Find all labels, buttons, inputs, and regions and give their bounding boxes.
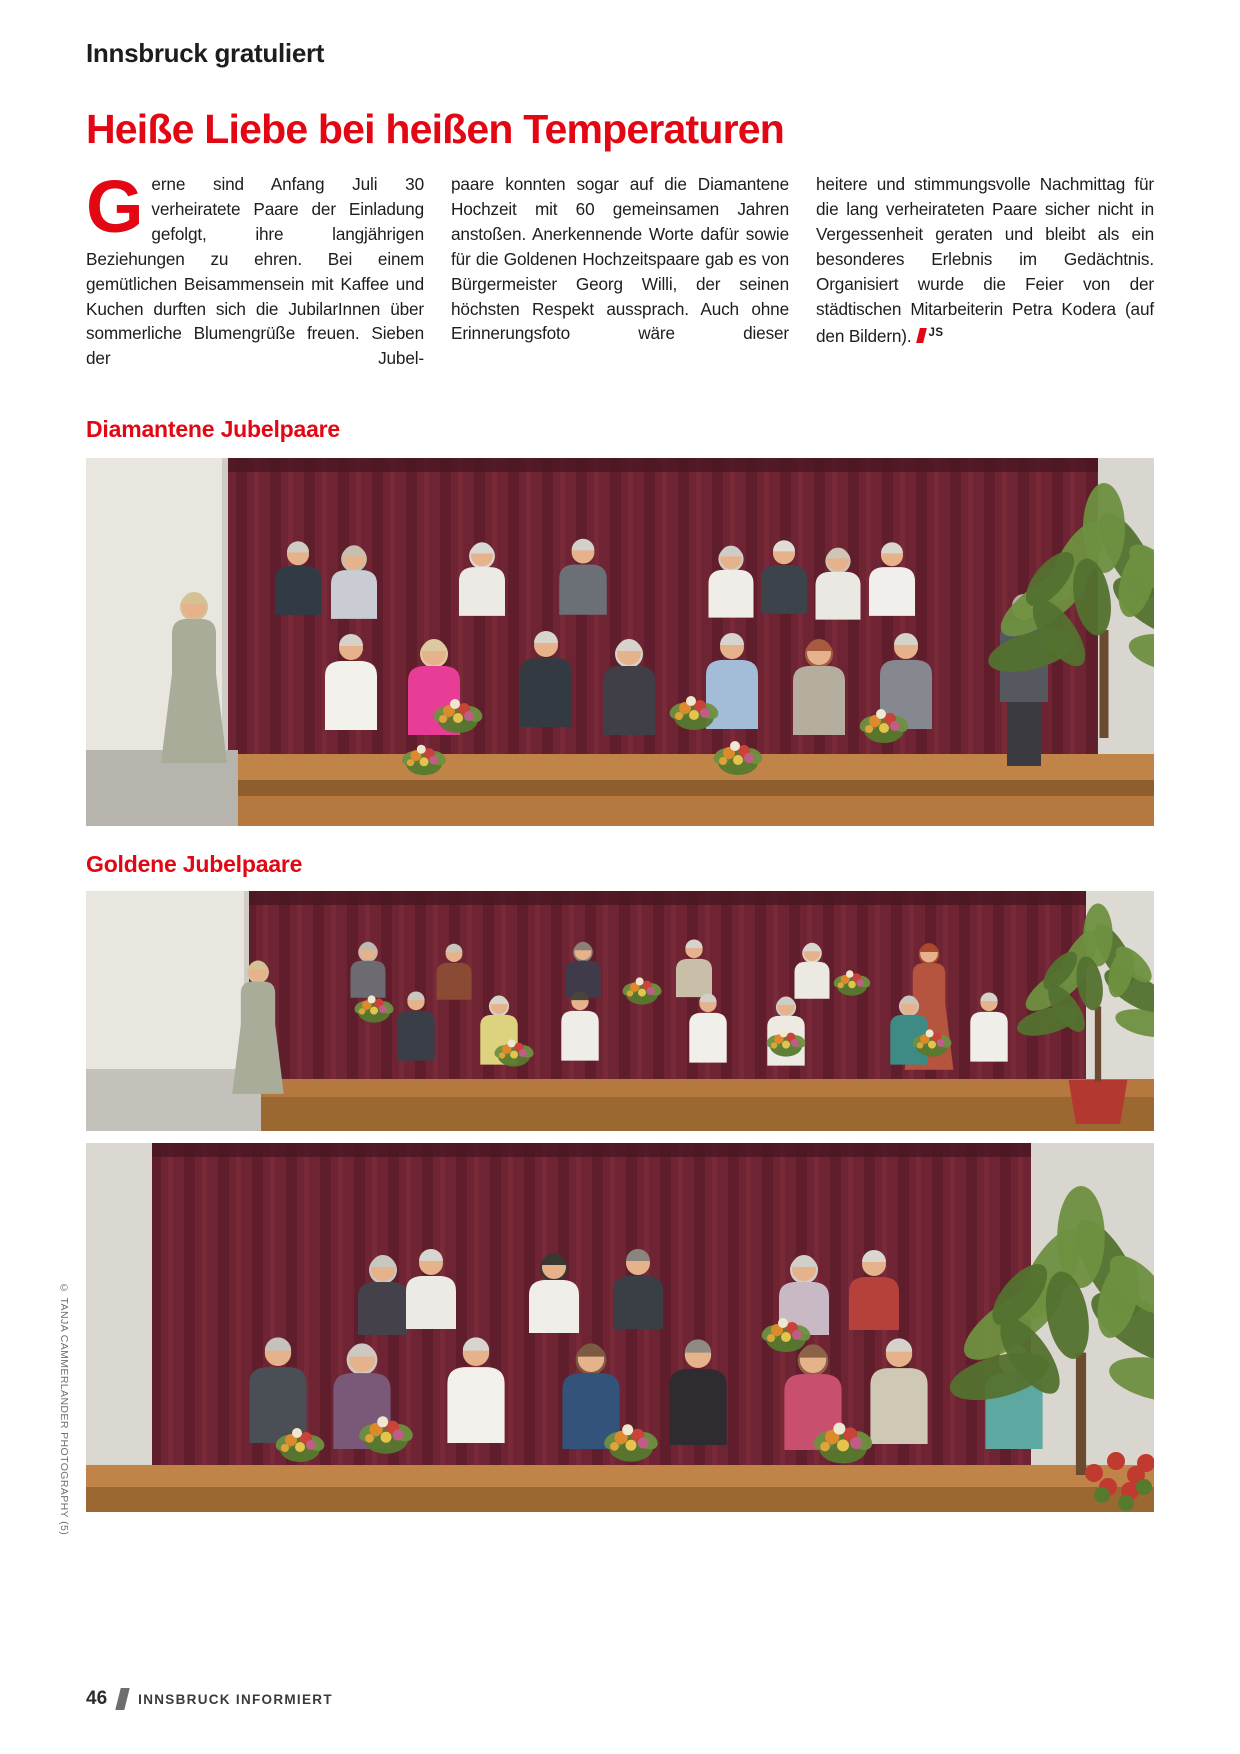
- section-eyebrow: Innsbruck gratuliert: [86, 38, 325, 68]
- page-footer: [86, 1688, 333, 1710]
- group-photo-illustration: [86, 1143, 1154, 1512]
- group-photo-illustration: [86, 458, 1154, 826]
- column-2-text: paare konnten sogar auf die Diamantene Hochzeit mit 60 gemeinsamen Jahren anstoßen. Anerkennende Worte dafür sowie für die Goldenen Hochzeitspaare gab es von Bürgermeister Georg Willi, der seinen höchsten Respekt aussprach. Auch ohne Erinnerungsfoto wäre dieser: [451, 174, 789, 344]
- goldene-jubelpaare-gruppenfoto-2: [86, 1143, 1154, 1512]
- drop-cap: G: [86, 165, 144, 248]
- group-photo-illustration: [86, 891, 1154, 1131]
- wooden-steps: [86, 1465, 1154, 1512]
- body-column-2: [451, 172, 789, 371]
- magazine-name: INNSBRUCK INFORMIERT: [138, 1691, 333, 1707]
- author-initials: JS: [928, 327, 944, 340]
- column-3-text: heitere und stimmungsvolle Nachmittag für die lang verheirateten Paare sicher nicht in Vergessenheit geraten und bleibt als ein besonderes Erlebnis im Gedächtnis. Organisiert wurde die Feier von der städtischen Mitarbeiterin Petra Kodera (auf den Bildern).: [816, 174, 1154, 347]
- heading-diamantene-jubelpaare: Diamantene Jubelpaare: [86, 416, 341, 442]
- article-body: [86, 165, 1154, 371]
- photo-credit: © TANJA CAMMERLANDER PHOTOGRAPHY (5): [58, 1282, 70, 1536]
- page-number: 46: [86, 1688, 108, 1709]
- body-column-1: [86, 165, 424, 371]
- diamantene-jubelpaare-gruppenfoto: [86, 458, 1154, 826]
- byline-slash-icon: [916, 328, 927, 343]
- stage-curtain: [198, 458, 1109, 788]
- goldene-jubelpaare-gruppenfoto-1: [86, 891, 1154, 1131]
- heading-goldene-jubelpaare: Goldene Jubelpaare: [86, 851, 303, 877]
- body-column-3: [816, 172, 1154, 371]
- wooden-steps: [86, 754, 1154, 826]
- slash-icon: [115, 1688, 129, 1710]
- column-1-text: erne sind Anfang Juli 30 verheiratete Paare der Einladung gefolgt, ihre langjährigen Beziehungen zu ehren. Bei einem gemütlichen Beisammensein mit Kaffee und Kuchen durften sich die JubilarInnen über sommerliche Blumengrüße freuen. Sieben der Jubel-: [86, 174, 424, 369]
- article-title: Heiße Liebe bei heißen Temperaturen: [86, 106, 785, 152]
